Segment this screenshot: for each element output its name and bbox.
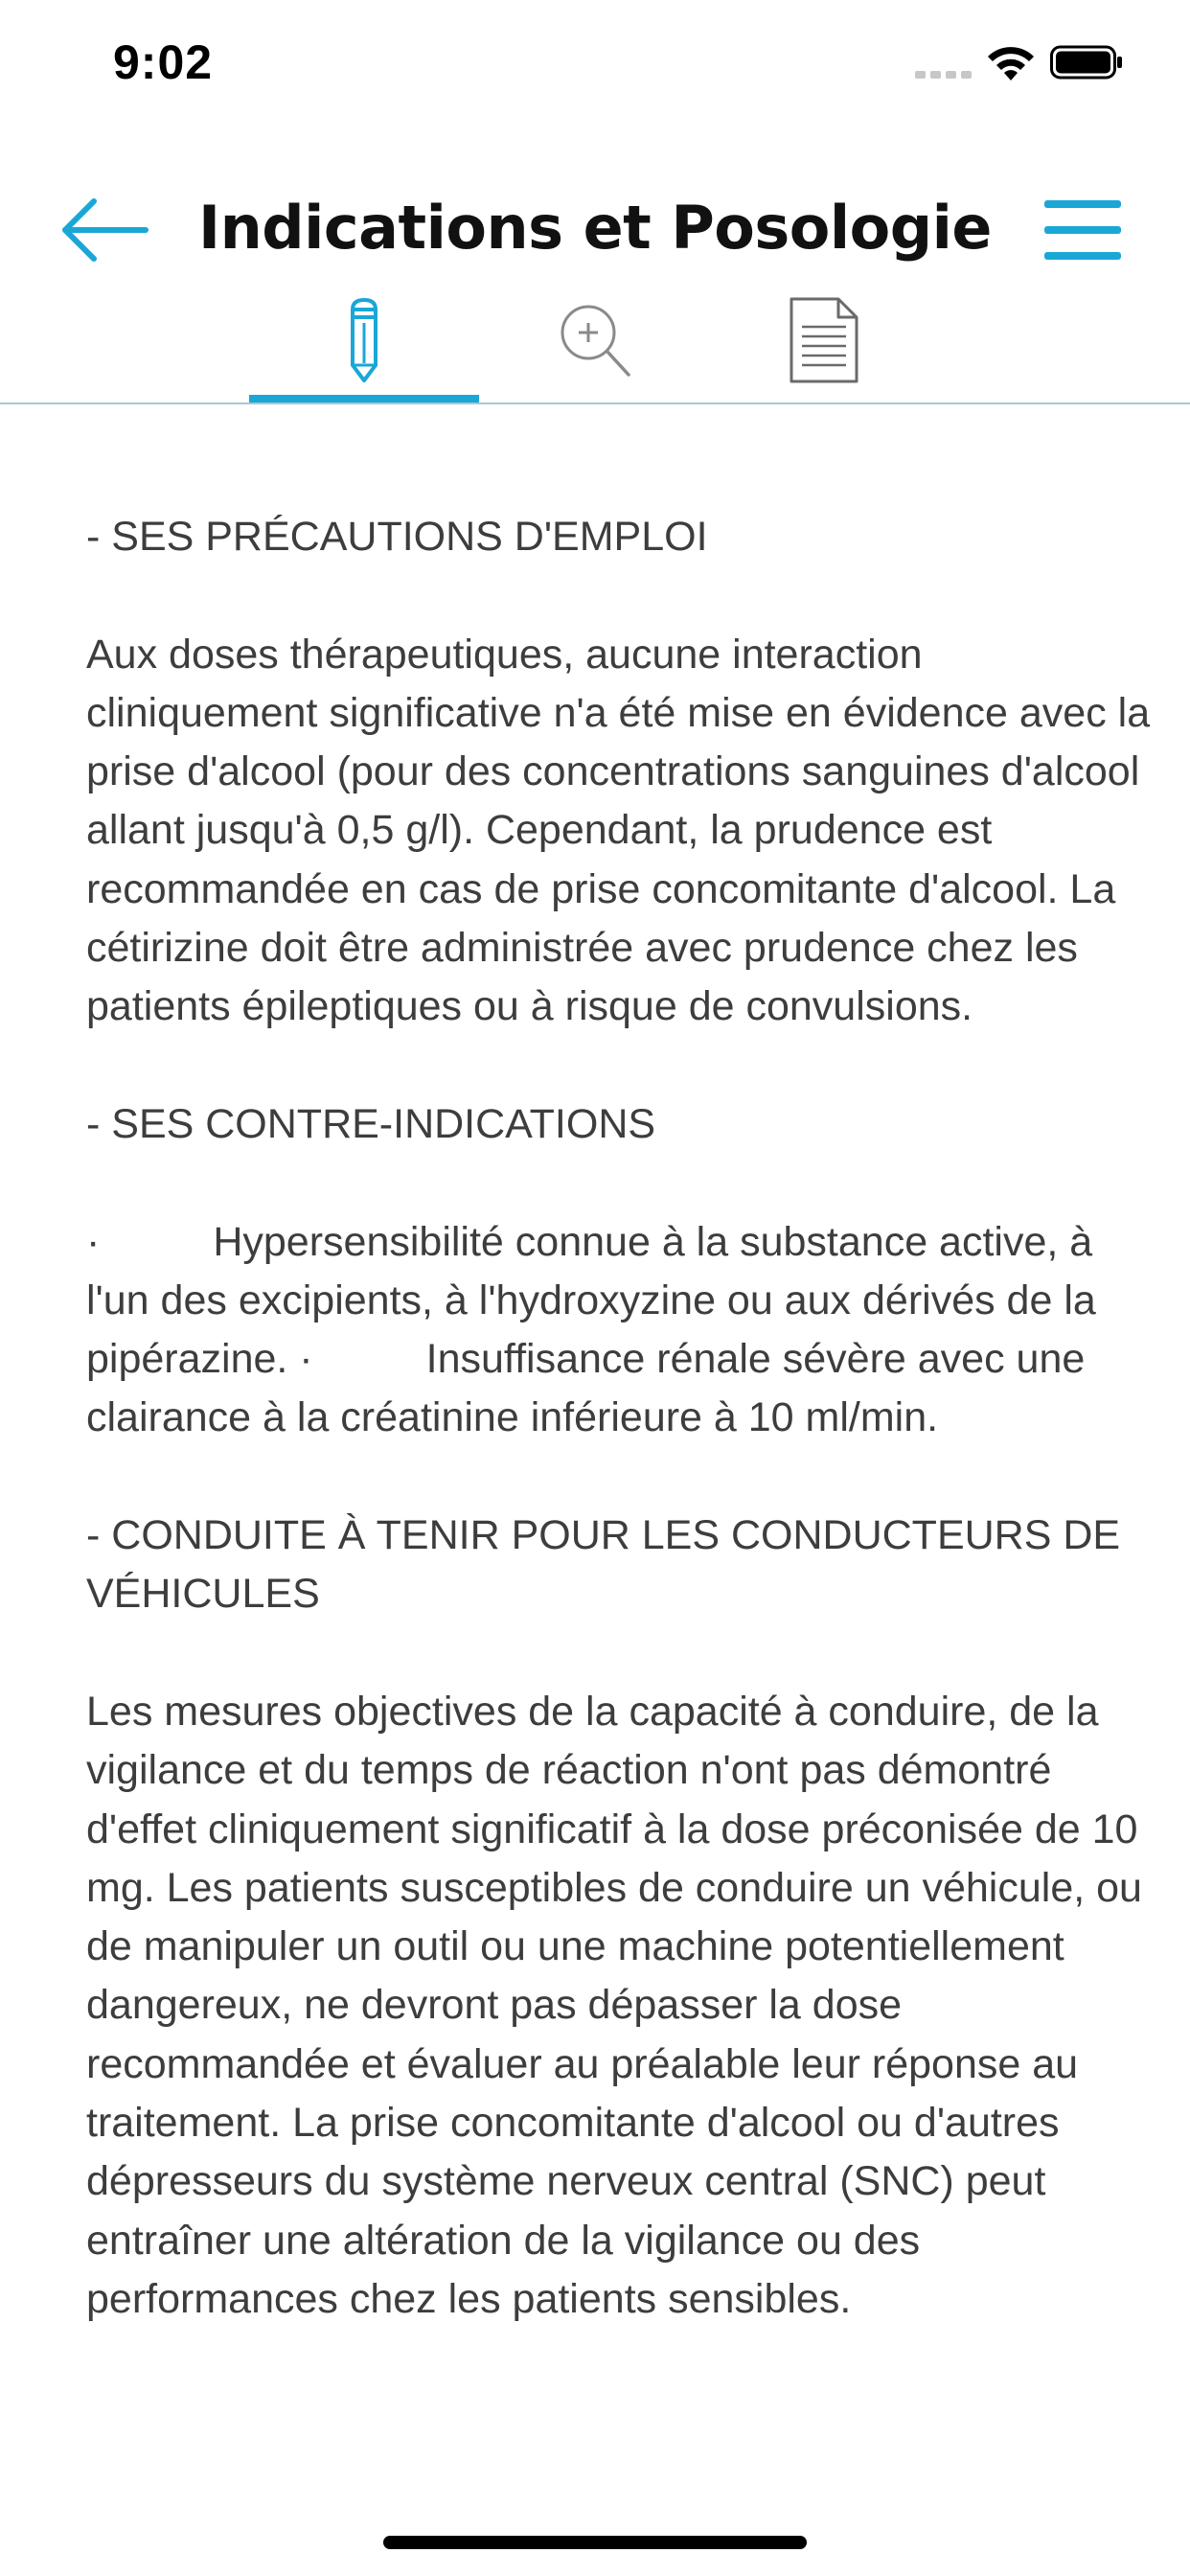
arrow-left-icon: [59, 196, 151, 264]
cellular-signal-icon: [915, 69, 973, 80]
navigation-header: [0, 172, 1190, 288]
home-indicator[interactable]: [383, 2536, 807, 2549]
section-body-driving: Les mesures objectives de la capacité à conduire, de la vigilance et du temps de réaction n'ont pas démontré d'effet cliniquement significatif à la dose préconisée de 10 mg. Les patients susceptibles de conduire un véhicule, ou de manipuler un outil ou une machine potentiellement dangereux, ne devront pas dépasser la dose recommandée et évaluer au préalable leur réponse au traitement. La prise concomitante d'alcool ou d'autres dépresseurs du système nerveux central (SNC) peut entraîner une altération de la vigilance ou des performances chez les patients sensibles.: [86, 1688, 1142, 2322]
menu-button[interactable]: [1035, 192, 1131, 268]
page-title: Indications et Posologie: [198, 193, 992, 263]
status-time: 9:02: [113, 35, 214, 89]
back-button[interactable]: [57, 192, 153, 268]
section-heading-contraindications: - SES CONTRE-INDICATIONS: [86, 1100, 656, 1147]
section-heading-precautions: - SES PRÉCAUTIONS D'EMPLOI: [86, 514, 708, 560]
tab-bar: [0, 280, 1190, 404]
tab-indications[interactable]: [249, 280, 479, 401]
section-body-precautions: Aux doses thérapeutiques, aucune interaction cliniquement significative n'a été mise en évidence avec la prise d'alcool (pour des concentrations sanguines d'alcool allant jusqu'à 0,5 g/l). Cependant, la prudence est recommandée en cas de prise concomitante d'alcool. La cétirizine doit être administrée avec prudence chez les patients épileptiques ou à risque de convulsions.: [86, 631, 1151, 1030]
battery-icon: [1050, 44, 1123, 80]
section-body-contraindications: [86, 1213, 1159, 1448]
section-heading-driving: - CONDUITE À TENIR POUR LES CONDUCTEURS DE VÉHICULES: [86, 1512, 1121, 1618]
status-bar: [0, 0, 1190, 134]
pencil-icon: [345, 296, 383, 384]
contraindication-item: Hypersensibilité connue à la substance active, à l'un des excipients, à l'hydroxyzine ou aux dérivés de la pipérazine. ·: [86, 1218, 1096, 1383]
bullet-marker: ·: [86, 1218, 101, 1265]
document-icon: [789, 296, 859, 384]
hamburger-menu-icon: [1044, 198, 1121, 262]
monograph-content: [86, 508, 1159, 2388]
wifi-icon: [985, 44, 1037, 82]
contraindication-item: Insuffisance rénale sévère avec une clairance à la créatinine inférieure à 10 ml/min.: [86, 1336, 1086, 1441]
tab-zoom[interactable]: [479, 280, 709, 401]
active-tab-indicator: [249, 395, 479, 402]
tab-document[interactable]: [709, 280, 939, 401]
zoom-in-icon: [556, 300, 632, 380]
